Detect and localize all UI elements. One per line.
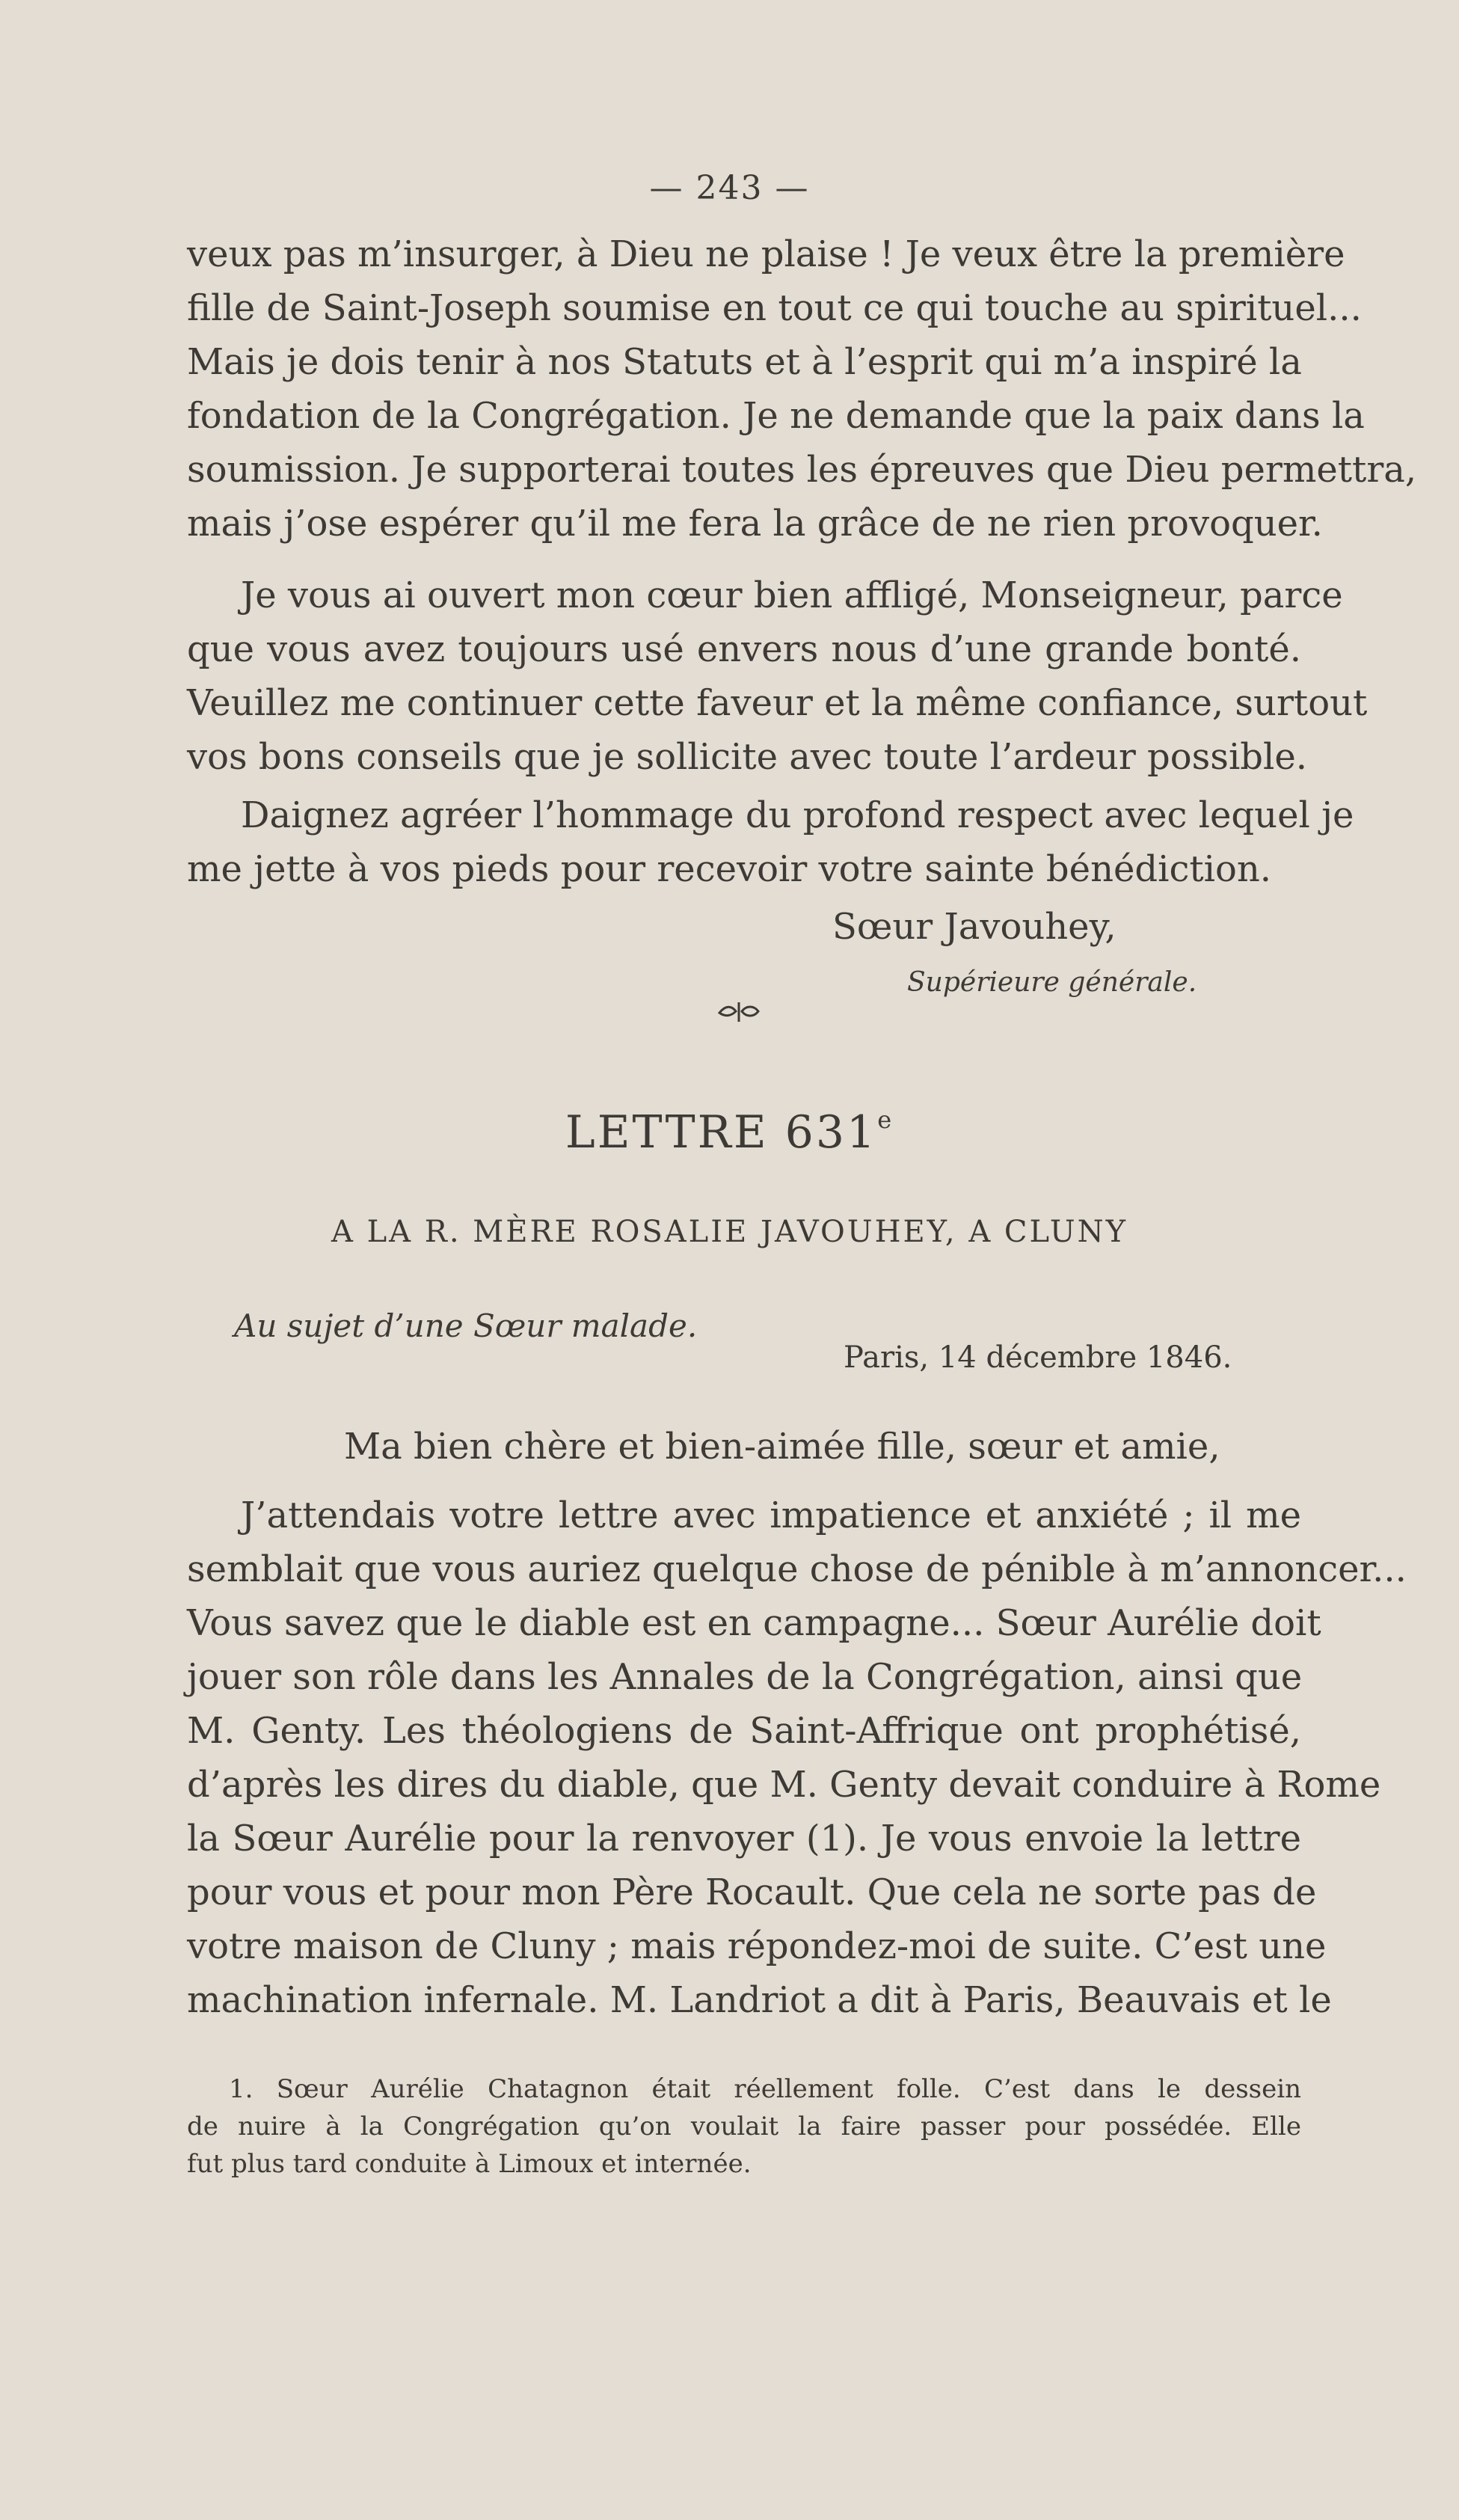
fleuron-ornament-icon — [716, 999, 761, 1025]
signature-name: Sœur Javouhey, — [832, 906, 1116, 948]
text-line: Veuillez me continuer cette faveur et la même confiance, surtout — [187, 682, 1368, 724]
footnote-line: 1. Sœur Aurélie Chatagnon était réellement folle. C’est dans le dessein — [229, 2074, 1301, 2104]
text-line: J’attendais votre lettre avec impatience et anxiété ; il me — [241, 1494, 1301, 1536]
text-line: fondation de la Congrégation. Je ne demande que la paix dans la — [187, 395, 1365, 437]
text-line: votre maison de Cluny ; mais répondez-moi de suite. C’est une — [187, 1925, 1327, 1967]
letter-title-suffix: e — [877, 1106, 894, 1134]
text-line: Vous savez que le diable est en campagne... Sœur Aurélie doit — [187, 1602, 1321, 1644]
letter-subject: Au sujet d’une Sœur malade. — [234, 1307, 698, 1344]
footnote-line: fut plus tard conduite à Limoux et internée. — [187, 2149, 752, 2179]
letter-recipient: A LA R. MÈRE ROSALIE JAVOUHEY, A CLUNY — [331, 1215, 1128, 1249]
text-line: fille de Saint-Joseph soumise en tout ce qui touche au spirituel... — [187, 287, 1362, 329]
text-line: la Sœur Aurélie pour la renvoyer (1). Je vous envoie la lettre — [187, 1818, 1301, 1860]
text-line: d’après les dires du diable, que M. Genty devait conduire à Rome — [187, 1764, 1381, 1806]
text-line: pour vous et pour mon Père Rocault. Que cela ne sorte pas de — [187, 1871, 1317, 1913]
text-line: machination infernale. M. Landriot a dit à Paris, Beauvais et le — [187, 1979, 1332, 2021]
text-line: soumission. Je supporterai toutes les épreuves que Dieu permettra, — [187, 449, 1417, 491]
text-line: Mais je dois tenir à nos Statuts et à l’esprit qui m’a inspiré la — [187, 341, 1302, 383]
letter-title-text: LETTRE 631 — [565, 1106, 878, 1159]
text-line: semblait que vous auriez quelque chose de pénible à m’annoncer... — [187, 1548, 1407, 1590]
text-line: Daignez agréer l’hommage du profond respect avec lequel je — [241, 794, 1354, 836]
text-line: M. Genty. Les théologiens de Saint-Affrique ont prophétisé, — [187, 1710, 1301, 1752]
text-line: vos bons conseils que je sollicite avec toute l’ardeur possible. — [187, 736, 1308, 778]
text-line: jouer son rôle dans les Annales de la Congrégation, ainsi que — [187, 1656, 1303, 1698]
page-number: — 243 — — [649, 169, 810, 207]
signature-title: Supérieure générale. — [907, 967, 1197, 998]
letter-title — [0, 1106, 1459, 1159]
text-line: que vous avez toujours usé envers nous d’une grande bonté. — [187, 628, 1301, 670]
letter-dateline: Paris, 14 décembre 1846. — [844, 1340, 1232, 1375]
text-line: mais j’ose espérer qu’il me fera la grâce de ne rien provoquer. — [187, 503, 1323, 545]
text-line: Je vous ai ouvert mon cœur bien affligé, Monseigneur, parce — [241, 574, 1343, 616]
text-line: me jette à vos pieds pour recevoir votre sainte bénédiction. — [187, 848, 1272, 890]
footnote-line: de nuire à la Congrégation qu’on voulait la faire passer pour possédée. Elle — [187, 2112, 1301, 2142]
text-line: veux pas m’insurger, à Dieu ne plaise ! Je veux être la première — [187, 233, 1345, 275]
letter-salutation: Ma bien chère et bien-aimée fille, sœur et amie, — [344, 1426, 1220, 1468]
